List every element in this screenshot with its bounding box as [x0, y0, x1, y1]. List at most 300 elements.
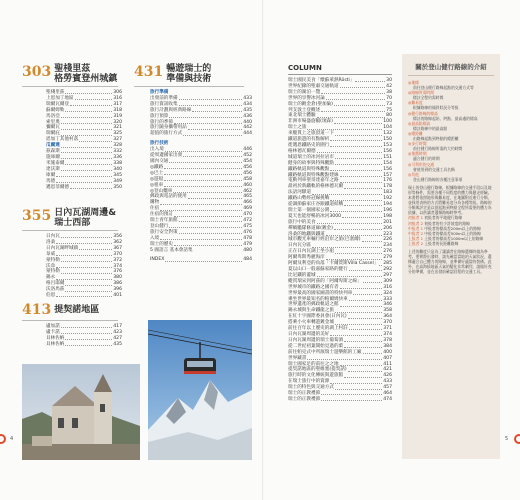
toc-entry-title: 列支敦士登概述: [288, 107, 321, 113]
dot-leader: [330, 167, 382, 171]
legend-line: 標註的路線起始、終點、最高處的標高: [413, 115, 478, 121]
toc-entry-page: 475: [243, 223, 252, 229]
dot-leader: [312, 190, 382, 194]
toc-list: [22, 324, 122, 348]
toc-entry-title: 來縱貫上之旅頂道一下: [288, 131, 334, 137]
dot-leader: [340, 285, 383, 289]
page-edge-marker: [514, 434, 520, 444]
difficulty-label: 中級者 2: [408, 230, 424, 236]
hiking-info-box: [402, 54, 500, 459]
dot-leader: [321, 108, 385, 112]
toc-entry-title: 世界的享譽冰河論: [288, 95, 325, 101]
toc-entry-title: 洛桑的地鐵與鐵道: [288, 231, 325, 237]
toc-entry-title: 夏天也能舒暢的冰河3000: [288, 213, 342, 219]
legend-line: 前往健行路線所需的大約時間: [413, 146, 463, 152]
toc-entry-page: 479: [243, 241, 252, 247]
toc-entry-title: 旅行時的文化傳統與遊旅館: [288, 373, 344, 379]
toc-entry: [46, 185, 122, 191]
toc-entry-title: 聖棧里茲: [46, 90, 65, 95]
dot-leader: [335, 308, 382, 312]
dot-leader: [335, 155, 382, 159]
toc-entry-page: 435: [243, 107, 252, 113]
dot-leader: [179, 230, 243, 234]
legend-line: 登山健行路線的各種注意事項: [413, 176, 463, 182]
dot-leader: [317, 273, 383, 277]
dot-leader: [56, 252, 112, 256]
dot-leader: [321, 90, 385, 94]
toc-entry-page: 370: [113, 251, 122, 257]
dot-leader: [330, 332, 382, 336]
dot-leader: [164, 171, 242, 175]
toc-entry-title: 韋威: [46, 251, 56, 257]
dot-leader: [160, 206, 242, 210]
toc-entry-title: 世界城市的鐵路之國有者: [288, 284, 339, 290]
toc-entry-page: 367: [113, 245, 122, 251]
dot-leader: [342, 214, 382, 218]
legend-line: 適合健行的時期: [413, 156, 440, 162]
dot-leader: [379, 261, 382, 265]
section-number: 413: [22, 302, 52, 318]
toc-entry-title: 從周邊國家出發: [150, 153, 183, 159]
toc-entry-page: 411: [383, 361, 392, 367]
toc-entry-title: 住宿的預訂: [150, 212, 173, 218]
dot-leader: [61, 149, 112, 153]
toc-entry-title: 錫永城與生命鐵龍之旅: [288, 308, 334, 314]
dot-leader: [307, 356, 382, 360]
toc-entry-title: 錫永: [46, 275, 56, 281]
toc-entry-page: 336: [113, 154, 122, 160]
toc-entry-page: 346: [383, 302, 392, 308]
toc-entry-page: 362: [113, 239, 122, 245]
toc-entry-page: 234: [383, 243, 392, 249]
toc-entry-page: 198: [383, 213, 392, 219]
toc-entry-title: 最初於新鐵軌的格林德瓦爾: [288, 184, 344, 190]
toc-entry-title: 出入境: [150, 147, 164, 153]
dot-leader: [164, 183, 242, 187]
section-355: [22, 208, 122, 299]
toc-entry-title: 旅行的季節: [150, 119, 173, 125]
toc-entry-title: 法語河驛道: [288, 190, 311, 196]
dot-leader: [340, 178, 383, 182]
toc-entry-title: 旅行計劃與經典路線: [150, 107, 192, 113]
toc-entry-title: 日內瓦湖周邊的美好: [288, 331, 330, 337]
toc-entry-page: 478: [243, 235, 252, 241]
toc-entry-title: 瑞士的正教禮節: [288, 391, 321, 397]
toc-entry-page: 151: [383, 154, 392, 160]
toc-entry-title: 日內瓦湖畔城鎮: [46, 245, 79, 251]
hiking-intro-paragraph: 瑞士的登山健行路線，根據路線的交通手段以及地形等條件，需要各種不同程度的體力與健走經驗。本書將依照地形與難易度，在地圖附近進行分類，並採用表格的方式將難易度分為各種等級。路線的分類與評定是以從起點到終點全程所需要的體力為依據，以供讀者選擇路線時參考。: [408, 184, 492, 216]
column-heading: COLUMN: [288, 64, 392, 75]
toc-entry-title: 達沃斯: [46, 166, 60, 172]
toc-entry-page: 150: [383, 137, 392, 143]
legend-line: 標註全程約需時間: [413, 95, 444, 101]
toc-entry-title: 東北瑞士體驗: [288, 113, 316, 119]
toc-entry-page: 421: [383, 367, 392, 373]
toc-entry-title: 城市觀光車輛行經沿岸之旅(巴塞爾): [288, 237, 361, 243]
toc-entry-page: 401: [113, 293, 122, 299]
toc-entry-title: 健身的故事與特殊觀點: [288, 160, 334, 166]
toc-entry-page: 226: [383, 237, 392, 243]
dot-leader: [151, 137, 251, 140]
toc-entry-page: 320: [113, 119, 122, 125]
dot-leader: [56, 293, 112, 297]
toc-entry-page: 417: [113, 324, 122, 329]
page-gutter: [262, 0, 264, 500]
dot-leader: [183, 153, 242, 157]
dot-leader: [70, 185, 112, 189]
dot-leader: [348, 367, 383, 371]
dot-leader: [56, 275, 112, 279]
toc-entry-title: 瑞士的歷史: [150, 241, 173, 247]
toc-entry-title: 鐵路山勢經冠線挑戰: [288, 196, 330, 202]
dot-leader: [56, 179, 112, 183]
dot-leader: [61, 125, 112, 129]
toc-entry-page: 73: [386, 101, 392, 107]
legend-line: ◎總距離: [408, 130, 423, 136]
dot-leader: [65, 336, 112, 340]
divider: [22, 320, 118, 321]
difficulty-description: 上級者的長距離路線: [424, 240, 459, 246]
dot-leader: [188, 194, 242, 198]
toc-entry-title: 登山健行: [150, 223, 169, 229]
toc-entry-title: 5 國語言 基本會話集: [150, 247, 193, 253]
dot-leader: [348, 314, 383, 318]
dot-leader: [192, 108, 242, 112]
toc-entry-page: 80: [386, 113, 392, 119]
toc-entry-page: 364: [383, 314, 392, 320]
toc-entry-page: 318: [113, 107, 122, 113]
dot-leader: [61, 131, 112, 135]
toc-entry-title: 禪繽艦隊修道廊(鍍金): [288, 225, 333, 231]
legend-line: ◎推薦時期: [408, 151, 427, 157]
toc-entry-page: 456: [243, 164, 252, 170]
toc-entry-title: 阿爾及利亞的角落「卡爾賈斯Villa Cassel」: [288, 261, 379, 267]
dot-leader: [326, 232, 382, 236]
section-title-line: 聖棧里茲: [54, 64, 91, 74]
toc-entry-page: 324: [383, 290, 392, 296]
toc-entry-page: 433: [383, 379, 392, 385]
toc-entry-title: 世界紀錄的聖肅交通軌道: [288, 83, 339, 89]
page-number-left: 4: [10, 436, 14, 442]
dot-leader: [174, 212, 242, 216]
dot-leader: [61, 155, 112, 159]
dot-leader: [179, 218, 243, 222]
toc-entry-page: 70: [386, 95, 392, 101]
toc-entry-title: 瑞爾庇: [46, 131, 60, 137]
dot-leader: [330, 143, 382, 147]
toc-entry-page: 333: [383, 296, 392, 302]
toc-entry-title: 瑞爾瓦爾登: [46, 101, 69, 107]
toc-entry-page: 309: [383, 278, 392, 284]
toc-entry-title: 從調節蘇家庄谷跟鐵道結構: [288, 202, 344, 208]
toc-entry-title: 旅行安全對策: [150, 229, 178, 235]
dot-leader: [164, 177, 242, 181]
dot-leader: [174, 242, 242, 246]
toc-entry-title: 乘坐世界最知名的帕爾姆快車: [288, 296, 348, 302]
toc-entry-page: 371: [383, 326, 392, 332]
toc-entry-title: 搭乘小火車轉遊鍍金城: [288, 320, 334, 326]
dot-leader: [344, 184, 382, 188]
toc-entry-title: 蒙特勒: [46, 257, 60, 263]
dot-leader: [65, 287, 112, 291]
toc-entry-title: 鐵路軌道與特殊觀點: [288, 166, 330, 172]
toc-list: [22, 90, 122, 190]
toc-entry-title: 瑞士第一個國家公園: [288, 207, 330, 213]
legend-line: 前往登山健行路線起點的交通方式等: [413, 85, 474, 91]
toc-entry-page: 454: [243, 158, 252, 164]
legend-line: ◎步行時間: [408, 141, 427, 147]
toc-entry-title: 貝林佐納: [46, 335, 65, 341]
dot-leader: [312, 243, 382, 247]
toc-entry-title: 比尼鐵的蓋城: [288, 272, 316, 278]
toc-entry-page: 434: [243, 101, 252, 107]
dot-leader: [61, 324, 112, 328]
toc-entry-page: 435: [113, 341, 122, 347]
toc-entry-page: 345: [113, 172, 122, 178]
toc-entry-title: 超值的旅行方式: [150, 131, 183, 137]
dot-leader: [61, 120, 112, 124]
toc-entry-page: 442: [243, 125, 252, 131]
toc-entry-page: 386: [113, 281, 122, 287]
section-title-line: 準備與技術: [166, 74, 212, 84]
dot-leader: [56, 264, 112, 268]
toc-entry-page: 462: [243, 188, 252, 194]
toc-entry-page: 201: [383, 219, 392, 225]
dot-leader: [363, 279, 383, 283]
toc-entry-page: 30: [386, 78, 392, 83]
toc-entry-title: 在紅十字國際委員會(日內瓦): [288, 314, 347, 320]
dot-leader: [321, 391, 382, 395]
toc-entry-page: 474: [383, 396, 392, 402]
dot-leader: [340, 302, 383, 306]
dot-leader: [183, 131, 242, 135]
section-431: [134, 64, 252, 263]
toc-entry-page: 400: [383, 349, 392, 355]
difficulty-description: 中級者的標高差500m以上的路線: [424, 230, 481, 236]
toc-entry-title: 夏以山口一般嘉蘇家路的健行: [288, 267, 348, 272]
toc-entry-title: 日內瓦分區: [288, 243, 311, 249]
toc-entry-page: 380: [113, 275, 122, 281]
dot-leader: [61, 143, 112, 147]
dot-leader: [194, 248, 243, 252]
dot-leader: [334, 226, 382, 230]
toc-entry-title: ◎鐵路: [150, 164, 164, 170]
dot-leader: [307, 125, 382, 129]
dot-leader: [344, 373, 382, 377]
toc-entry-title: ◎租車: [150, 182, 164, 188]
toc-entry-title: 世界最高的國家圖書的特快列車: [288, 290, 353, 296]
toc-entry-page: 374: [113, 263, 122, 269]
difficulty-label: 中級者 1: [408, 225, 424, 231]
toc-entry-title: 瓜爾達: [46, 143, 60, 149]
dot-leader: [335, 385, 382, 389]
toc-entry-title: 沃洛馬茲: [46, 287, 65, 293]
toc-entry-page: 433: [243, 95, 252, 101]
dot-leader: [344, 344, 382, 348]
toc-entry-page: 132: [383, 131, 392, 137]
dot-leader: [335, 161, 382, 165]
dot-leader: [61, 114, 112, 118]
toc-entry-page: 316: [113, 95, 122, 101]
dot-leader: [344, 338, 382, 342]
difficulty-label: 上級者 2: [408, 240, 424, 246]
dot-leader: [340, 84, 386, 88]
toc-entry-page: 350: [113, 184, 122, 190]
toc-entry-page: 484: [243, 257, 252, 263]
dot-leader: [169, 114, 242, 118]
toc-entry-title: 上恩加丁地區: [46, 95, 74, 101]
toc-entry-title: 庫爾: [46, 172, 56, 178]
dot-leader: [317, 113, 386, 117]
toc-entry-title: 伯恩: [46, 293, 56, 299]
toc-entry-title: 電動列車聖哥達嘉年之路: [288, 178, 339, 184]
dot-leader: [340, 173, 383, 177]
dot-leader: [165, 147, 242, 151]
toc-entry-page: 285: [383, 261, 392, 267]
toc-entry-title: 蒙特勒: [46, 269, 60, 275]
column-section: [288, 64, 392, 403]
toc-entry-title: 旅行中的美食: [288, 219, 316, 225]
toc-entry-page: 349: [113, 178, 122, 184]
toc-entry-title: 前往百年以上歷史的湖上村莊: [288, 326, 348, 332]
dot-leader: [61, 258, 112, 262]
toc-entry-page: 423: [113, 329, 122, 335]
divider: [22, 86, 118, 87]
dot-leader: [334, 119, 382, 123]
dot-leader: [164, 165, 242, 169]
toc-entry-page: 206: [383, 225, 392, 231]
toc-entry-page: 472: [243, 218, 252, 224]
toc-entry-title: 沃韋: [46, 263, 56, 269]
difficulty-levels: [408, 215, 494, 246]
toc-entry-title: 日內瓦湖周邊的瑞士葡萄酒: [288, 337, 344, 343]
hiking-legend-list: [408, 80, 494, 182]
toc-entry-title: 鐵路軌道與特殊觀點建線: [288, 172, 339, 178]
difficulty-description: 初級者的有少許坡度的路線: [424, 220, 470, 226]
toc-entry-title: 日內瓦: [46, 234, 60, 239]
hiking-info-body: [402, 76, 500, 274]
dot-leader: [335, 249, 382, 253]
toc-entry-page: 464: [383, 391, 392, 397]
divider: [134, 86, 244, 87]
toc-entry: [150, 257, 252, 263]
section-title-line: 暢遊瑞士的: [166, 64, 212, 74]
toc-entry-page: 327: [113, 137, 122, 143]
toc-entry-title: 瑞士的特色與交通方式: [288, 385, 334, 391]
toc-entry-page: 384: [383, 343, 392, 349]
toc-entry-page: 276: [383, 249, 392, 255]
dot-leader: [160, 200, 242, 204]
dot-leader: [317, 220, 383, 224]
toc-entry-page: 407: [383, 355, 392, 361]
dot-leader: [355, 78, 385, 82]
dot-leader: [330, 379, 382, 383]
toc-entry-page: 38: [386, 89, 392, 95]
toc-entry-page: 154: [383, 160, 392, 166]
toc-entry-page: 297: [383, 272, 392, 278]
toc-entry-page: 480: [243, 247, 252, 253]
difficulty-description: 上級者的標高差1000m以上的路線: [424, 235, 484, 241]
dot-leader: [165, 257, 242, 261]
column-list: [288, 78, 392, 403]
dot-leader: [56, 173, 112, 177]
dot-leader: [335, 131, 382, 135]
toc-entry-page: 325: [113, 131, 122, 137]
legend-line: ◎最高點標高: [408, 120, 431, 126]
dot-leader: [61, 234, 112, 238]
toc-entry-page: 338: [113, 160, 122, 166]
legend-line: ◎地標: [408, 80, 419, 85]
toc-entry-title: 旅行資訊收集: [150, 101, 178, 107]
toc-entry-page: 396: [113, 287, 122, 293]
dot-leader: [169, 141, 251, 145]
dot-leader: [65, 108, 112, 112]
toc-entry-title: 茲森斯: [46, 149, 60, 155]
dot-leader: [349, 267, 382, 271]
legend-line: ◎難易度: [408, 100, 423, 106]
toc-entry-title: INDEX: [150, 257, 165, 263]
toc-entry-page: 356: [113, 234, 122, 239]
dot-leader: [61, 269, 112, 273]
legend-line: ◎其他: [408, 171, 419, 177]
page-edge-marker: [0, 434, 6, 444]
toc-entry-title: 徙邁恩鐵路史的圍行: [288, 142, 330, 148]
toc-entry-page: 470: [243, 212, 252, 218]
difficulty-description: 初級者的平地健行路線: [424, 215, 463, 221]
toc-entry: [288, 397, 392, 403]
toc-entry-title: 鐵道旅遊的有點解析: [288, 137, 330, 143]
toc-entry-title: 格林德瓦爾德: [288, 148, 316, 154]
page-number-right: 5: [505, 436, 509, 442]
toc-entry-title: 正在日內瓦湖上坐小船: [288, 249, 334, 255]
dot-leader: [79, 137, 112, 141]
toc-entry-page: 196: [383, 207, 392, 213]
difficulty-label: 初級者 1: [408, 215, 424, 221]
dot-leader: [169, 224, 242, 228]
toc-entry-title: 旅行技術: [150, 141, 169, 147]
toc-entry-title: 郵政與電話的使用: [150, 194, 187, 200]
toc-entry-title: 前往帕克式中所演瑞士遊樂館的工廠: [288, 349, 362, 355]
toc-entry-page: 426: [383, 373, 392, 379]
dot-leader: [326, 255, 382, 259]
toc-entry-title: 瑞士的湖泊一覽: [288, 89, 321, 95]
toc-entry-page: 328: [113, 143, 122, 149]
toc-entry-title: 旅行準備: [150, 90, 169, 95]
toc-entry-page: 279: [383, 255, 392, 261]
dot-leader: [56, 240, 112, 244]
toc-entry-title: 世界遺產的郵政軌道之館: [288, 302, 339, 308]
toc-entry-title: 瑞士青年旅館: [150, 218, 178, 224]
section-number: 431: [134, 64, 164, 80]
dot-leader: [334, 102, 385, 106]
toc-entry-title: 馬洛亞: [46, 113, 60, 119]
toc-entry: [46, 342, 122, 348]
legend-line: 會使用到的交通工具名稱: [413, 166, 455, 172]
toc-list: [134, 90, 252, 263]
toc-entry-title: 瑞士的鍍金倉(聖加倫): [288, 101, 333, 107]
toc-entry-page: 100: [383, 119, 392, 125]
toc-entry-page: 292: [383, 267, 392, 272]
toc-entry-title: 洛桑: [46, 239, 56, 245]
toc-entry-page: 316: [383, 284, 392, 290]
toc-entry: [46, 293, 122, 299]
dot-leader: [362, 237, 383, 241]
dot-leader: [169, 90, 251, 94]
dot-leader: [179, 96, 243, 100]
dot-leader: [65, 161, 112, 165]
dot-leader: [349, 297, 382, 301]
legend-line: 根據路線的傾斜狀況分等級: [413, 105, 459, 111]
